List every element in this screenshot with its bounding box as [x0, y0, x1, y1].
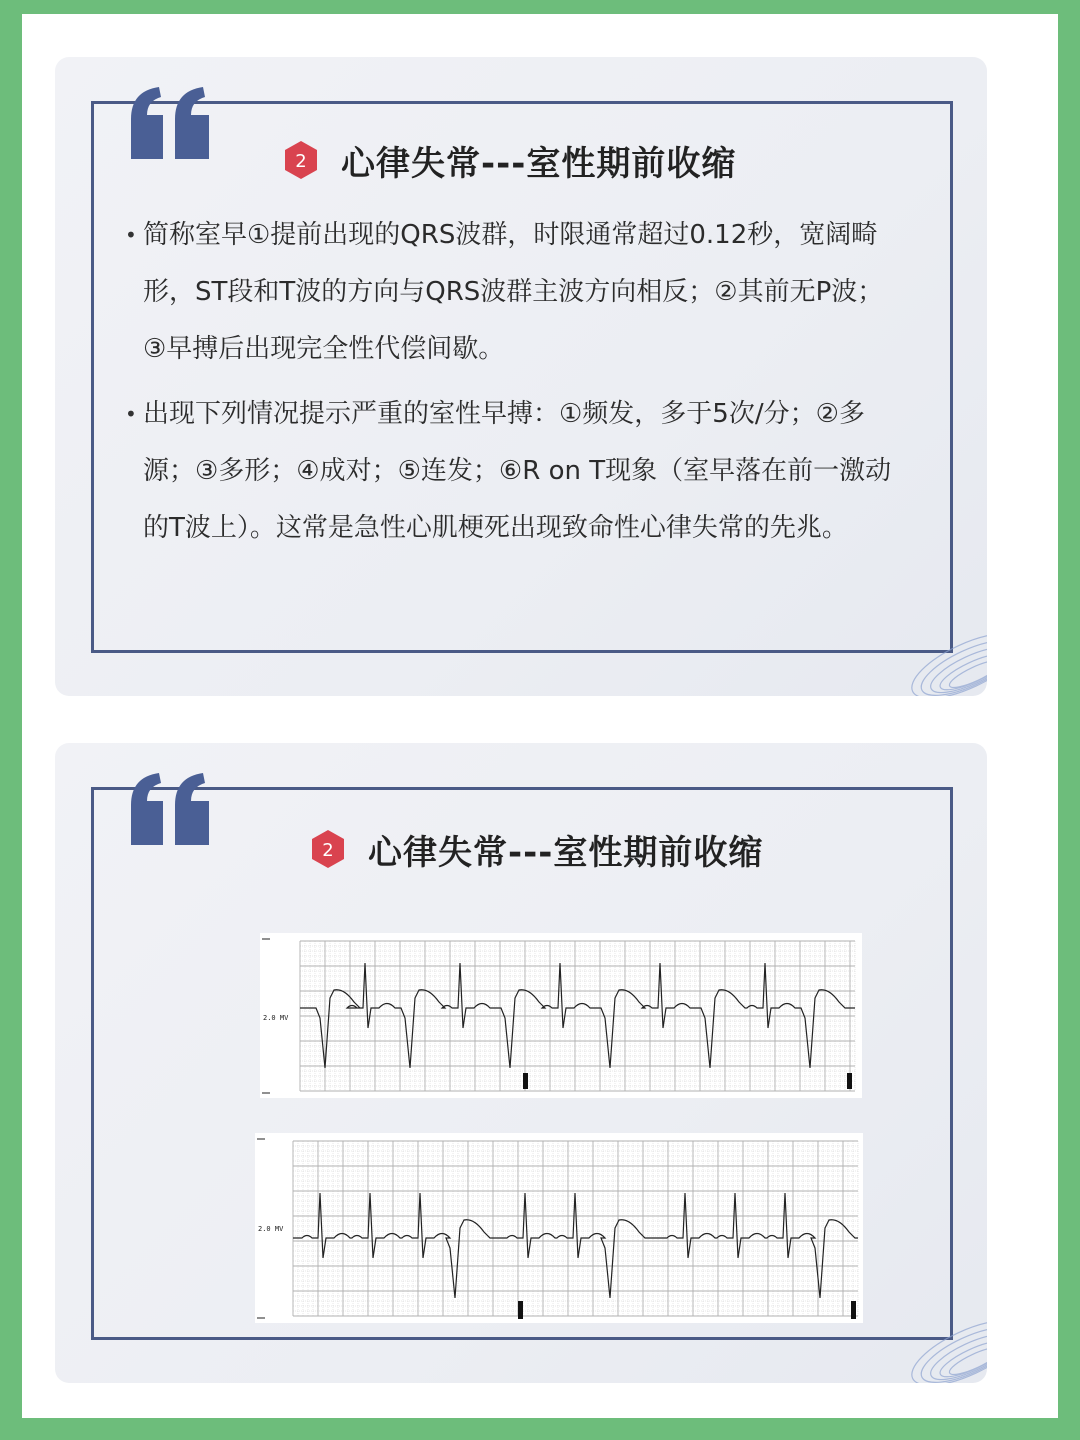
slide-title: 心律失常---室性期前收缩: [341, 143, 737, 184]
ecg-grid: [300, 941, 855, 1091]
badge-number: 2: [322, 840, 334, 861]
ecg-trace: [300, 963, 855, 1068]
event-marker: [851, 1301, 856, 1319]
bullet-list: [125, 207, 895, 565]
slide-ecg: [55, 743, 987, 1383]
quote-mark-icon: [129, 85, 213, 161]
calibration-label: 2.0 MV: [263, 1014, 289, 1022]
event-marker: [518, 1301, 523, 1319]
bullet-item: • 出现下列情况提示严重的室性早搏：①频发，多于5次/分；②多源；③多形；④成对；⑤连发；⑥R on T现象（室早落在前一激动的T波上）。这常是急性心肌梗死出现致命性心律失常的先兆。: [125, 386, 895, 557]
hexagon-badge-icon: [310, 829, 346, 869]
slide-title-row: [310, 821, 763, 877]
ecg-trace: [293, 1193, 858, 1298]
event-marker: [523, 1073, 528, 1089]
swirl-decoration-icon: [887, 596, 987, 696]
event-marker: [847, 1073, 852, 1089]
slide-title-row: [283, 132, 736, 188]
calibration-label: 2.0 MV: [258, 1225, 284, 1233]
ecg-strip: [255, 1133, 863, 1323]
badge-number: 2: [295, 151, 307, 172]
swirl-decoration-icon: [887, 1283, 987, 1383]
hexagon-badge-icon: [283, 140, 319, 180]
quote-mark-icon: [129, 771, 213, 847]
ecg-grid: [293, 1141, 858, 1316]
ecg-strip: [260, 933, 862, 1098]
bullet-item: • 简称室早①提前出现的QRS波群，时限通常超过0.12秒，宽阔畸形，ST段和T波的方向与QRS波群主波方向相反；②其前无P波；③早搏后出现完全性代偿间歇。: [125, 207, 895, 378]
slide-text: [55, 57, 987, 696]
slide-title: 心律失常---室性期前收缩: [368, 832, 764, 873]
